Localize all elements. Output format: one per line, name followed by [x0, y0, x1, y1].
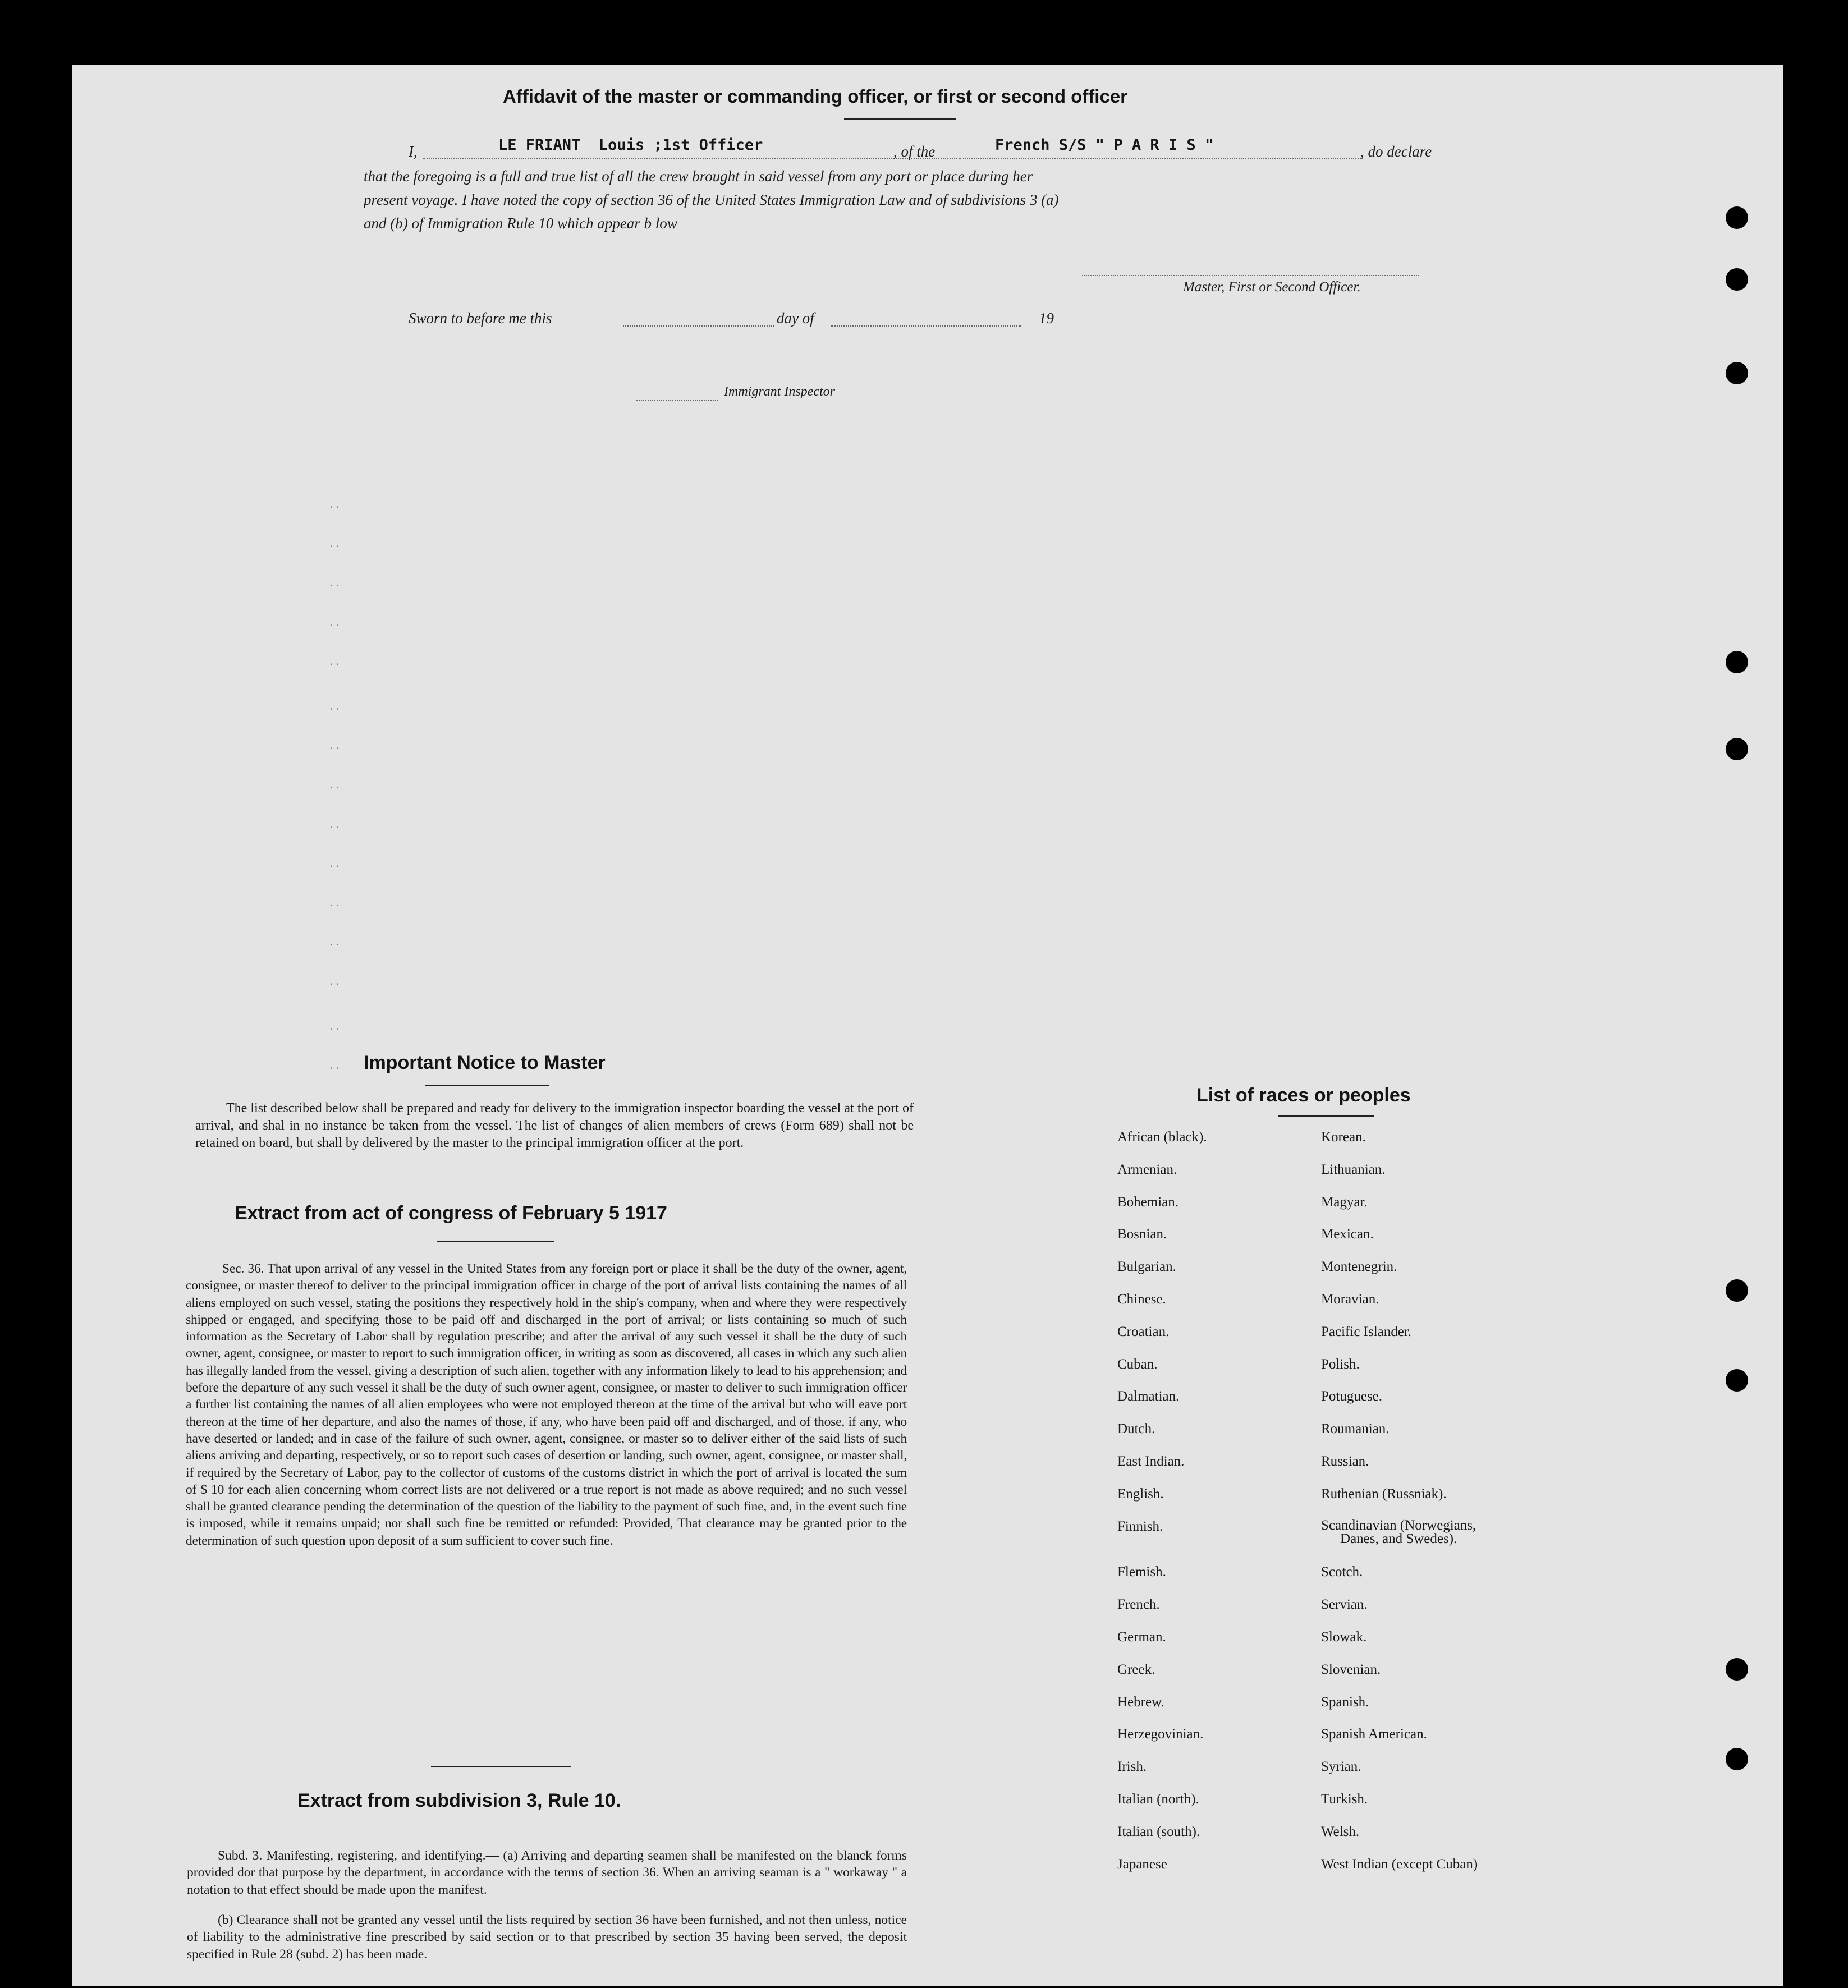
stray-mark: . . [330, 816, 340, 830]
race-item: Dalmatian. [1117, 1389, 1180, 1404]
race-item: Spanish. [1321, 1694, 1369, 1710]
do-declare-label: , do declare [1360, 143, 1432, 160]
race-item: Croatian. [1117, 1324, 1170, 1339]
officer-name-typed: LE FRIANT Louis ;1st Officer [498, 136, 763, 154]
race-item: Syrian. [1321, 1759, 1361, 1775]
punch-hole [1726, 738, 1748, 760]
notice-text: The list described below shall be prepared and ready for delivery to the immigration inspector boarding the vessel at the port of arrival, and shal in no instance be taken from the vessel. The list of changes of alien members of crews (Form 689) shall not be retained on board, but shall by delivered by the master to the principal immigration officer at the port. [195, 1101, 914, 1150]
stray-mark: . . [330, 1018, 340, 1032]
race-item: Scandinavian (Norwegians, Danes, and Swedes). [1321, 1517, 1476, 1546]
race-item: Spanish American. [1321, 1727, 1427, 1742]
race-item: Korean. [1321, 1130, 1366, 1145]
race-item: East Indian. [1117, 1454, 1185, 1469]
race-item: Welsh. [1321, 1824, 1360, 1839]
race-item: Japanese [1117, 1856, 1167, 1872]
race-item: Mexican. [1321, 1227, 1374, 1242]
inspector-caption: Immigrant Inspector [724, 384, 835, 399]
race-item: African (black). [1117, 1130, 1207, 1145]
rule-extract-title: Extract from subdivision 3, Rule 10. [297, 1790, 621, 1811]
stray-mark: . . [330, 974, 340, 988]
affidavit-title-rule [844, 118, 956, 120]
stray-mark: . . [330, 856, 340, 870]
stray-mark: . . [330, 654, 340, 668]
race-item: Italian (north). [1117, 1792, 1199, 1807]
year-prefix: 19 [1039, 310, 1054, 327]
stray-mark: . . [330, 536, 340, 550]
notice-title-rule [425, 1085, 549, 1086]
race-item: Pacific Islander. [1321, 1324, 1412, 1339]
affidavit-line-2: that the foregoing is a full and true list of all the crew brought in said vessel from any port or place during her [364, 168, 1033, 185]
punch-hole [1726, 206, 1748, 229]
race-item: West Indian (except Cuban) [1321, 1856, 1478, 1872]
race-item: Moravian. [1321, 1292, 1379, 1307]
month-line [831, 325, 1021, 327]
punch-hole [1726, 1748, 1748, 1770]
race-item: Flemish. [1117, 1564, 1166, 1580]
punch-hole [1726, 1658, 1748, 1681]
stray-mark: . . [330, 614, 340, 628]
race-item: Polish. [1321, 1356, 1360, 1372]
name-underline [423, 158, 961, 159]
race-item: Russian. [1321, 1454, 1369, 1469]
stray-mark: . . [330, 934, 340, 948]
race-item: Dutch. [1117, 1421, 1155, 1437]
punch-hole [1726, 1369, 1748, 1392]
stray-mark: . . [330, 895, 340, 909]
race-item: Scotch. [1321, 1564, 1363, 1580]
races-title: List of races or peoples [1196, 1085, 1411, 1106]
race-item: Italian (south). [1117, 1824, 1200, 1839]
vessel-underline [963, 158, 1363, 159]
day-of-label: day of [777, 310, 814, 327]
document-page [72, 65, 1783, 1986]
punch-hole [1726, 362, 1748, 384]
race-item: Turkish. [1321, 1792, 1368, 1807]
rule-para-b: (b) Clearance shall not be granted any vessel until the lists required by section 36 have been furnished, and not then unless, notice of liability to the administrative fine prescribed by said section or to that prescribed by section 35 having been served, the deposit specified in Rule 28 (subd. 2) has been made. [187, 1913, 907, 1962]
race-item: Irish. [1117, 1759, 1147, 1775]
sworn-label: Sworn to before me this [409, 310, 552, 327]
race-item: Servian. [1321, 1597, 1368, 1613]
race-item: Cuban. [1117, 1356, 1158, 1372]
race-item: Montenegrin. [1321, 1259, 1397, 1275]
act-extract-title: Extract from act of congress of February 5 1917 [235, 1202, 667, 1224]
race-item: Slovenian. [1321, 1661, 1381, 1677]
signature-caption: Master, First or Second Officer. [1183, 279, 1361, 295]
act-extract-text: Sec. 36. That upon arrival of any vessel in the United States from any foreign port or place it shall be the duty of the owner, agent, consignee, or master thereof to deliver to the principal immigration officer in charge of the port of arrival lists containing the names of all aliens employed on such vessel, stating the positions they respectively hold in the ship's company, when and where they were respectively shipped or engaged, and specifying those to be paid off and discharged in the port of arrival; or lists containing so much of such information as the Secretary of Labor shall by regulation prescribe; and after the arrival of any such vessel it shall be the duty of such owner, agent, consignee, or master to report to such immigration officer, in writing as soon as discovered, all cases in which any such alien has illegally landed from the vessel, giving a description of such alien, together with any information likely to lead to his apprehension; and before the departure of any such vessel it shall be the duty of such owner agent, consignee, or master to deliver to such immigration officer a further list containing the names of all alien employees who were not employed thereon at the time of the arrival but who will eave port thereon at the time of her departure, and also the names of those, if any, who have been paid off and discharged, and of those, if any, who have deserted or landed; and in case of the failure of such owner, agent, consignee, or master so to deliver either of the said lists of such aliens arriving and departing, respectively, or so to report such cases of desertion or landing, such owner, agent, consignee, or master shall, if required by the Secretary of Labor, pay to the collector of customs of the customs district in which the port of arrival is located the sum of $ 10 for each alien concerning whom correct lists are not delivered or a true report is not made as above required; and no such vessel shall be granted clearance pending the determination of the question of the liability to the payment of such fine, and, in the event such fine is imposed, while it remains unpaid; nor shall such fine be remitted or refunded: Provided, That clearance may be granted prior to the determination of such question upon deposit of a sum sufficient to cover such fine. [186, 1261, 907, 1548]
race-item: Hebrew. [1117, 1694, 1164, 1710]
race-item: Bosnian. [1117, 1227, 1167, 1242]
signature-line [1082, 275, 1419, 276]
race-item: Chinese. [1117, 1292, 1166, 1307]
inspector-line [636, 400, 718, 401]
races-title-rule [1278, 1115, 1374, 1117]
race-item: German. [1117, 1629, 1166, 1645]
race-item: Slowak. [1321, 1629, 1367, 1645]
race-item: Finnish. [1117, 1518, 1163, 1534]
notice-title: Important Notice to Master [364, 1052, 606, 1073]
act-extract-rule [437, 1241, 554, 1242]
race-item: Bohemian. [1117, 1194, 1179, 1210]
race-item: French. [1117, 1597, 1160, 1613]
affidavit-i: I, [409, 143, 418, 160]
stray-mark: . . [330, 497, 340, 511]
race-item: Herzegovinian. [1117, 1727, 1204, 1742]
punch-hole [1726, 268, 1748, 291]
race-item: Lithuanian. [1321, 1161, 1386, 1177]
of-the-label: , of the [893, 143, 936, 160]
stray-mark: . . [330, 699, 340, 713]
rule-para-a: Subd. 3. Manifesting, registering, and identifying.— (a) Arriving and departing seamen shall be manifested on the blanck forms provided dor that purpose by the department, in accordance with the terms of section 36. When an arriving seaman is a " workaway " a notation to that effect should be made upon the manifest. [187, 1848, 907, 1897]
race-item: Bulgarian. [1117, 1259, 1176, 1275]
race-item: English. [1117, 1486, 1164, 1502]
punch-hole [1726, 1279, 1748, 1302]
race-item: Ruthenian (Russniak). [1321, 1486, 1447, 1502]
affidavit-line-3: present voyage. I have noted the copy of section 36 of the United States Immigration Law and of subdivisions 3 (a) [364, 191, 1059, 208]
race-item: Greek. [1117, 1661, 1155, 1677]
race-item: Potuguese. [1321, 1389, 1383, 1404]
stray-mark: . . [330, 777, 340, 791]
affidavit-line-4: and (b) of Immigration Rule 10 which appear b low [364, 215, 677, 232]
sworn-date-line [623, 325, 774, 327]
stray-mark: . . [330, 575, 340, 589]
race-item: Roumanian. [1321, 1421, 1390, 1437]
affidavit-title: Affidavit of the master or commanding officer, or first or second officer [503, 86, 1128, 107]
vessel-name-typed: French S/S " P A R I S " [995, 136, 1214, 154]
act-end-rule [431, 1766, 571, 1767]
stray-mark: . . [330, 738, 340, 752]
race-item: Armenian. [1117, 1161, 1177, 1177]
race-item: Magyar. [1321, 1194, 1368, 1210]
stray-mark: . . [330, 1058, 340, 1072]
punch-hole [1726, 651, 1748, 673]
